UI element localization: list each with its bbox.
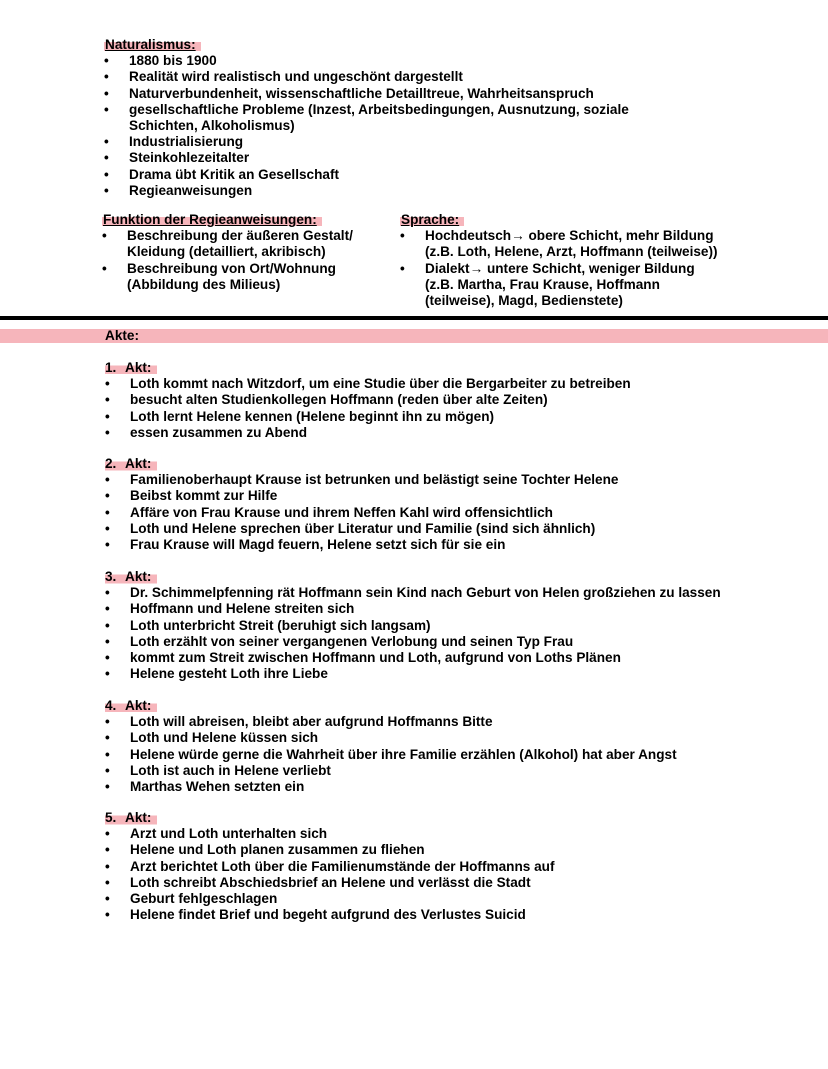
- act-label: Akt:: [125, 569, 152, 584]
- regieanweisungen-heading: Funktion der Regieanweisungen:: [102, 212, 322, 227]
- naturalismus-list: [104, 53, 704, 199]
- list-item: • Familienoberhaupt Krause ist betrunken und belästigt seine Tochter Helene: [105, 472, 765, 488]
- act-number: 3.: [105, 569, 117, 584]
- list-item: • Beschreibung der äußeren Gestalt/ Kleidung (detailliert, akribisch): [102, 228, 367, 260]
- act-number: 1.: [105, 360, 117, 375]
- regieanweisungen-section: [102, 212, 382, 293]
- list-item: • Beschreibung von Ort/Wohnung (Abbildung des Milieus): [102, 261, 357, 293]
- list-item: • Helene gesteht Loth ihre Liebe: [105, 666, 805, 682]
- act-1: [105, 360, 765, 441]
- list-item: • Industrialisierung: [104, 134, 704, 150]
- act-number: 4.: [105, 698, 117, 713]
- list-item: • Helene findet Brief und begeht aufgrund des Verlustes Suicid: [105, 907, 805, 923]
- list-item: • Regieanweisungen: [104, 183, 704, 199]
- list-item: • essen zusammen zu Abend: [105, 425, 765, 441]
- list-item: • Loth erzählt von seiner vergangenen Verlobung und seinen Typ Frau: [105, 634, 805, 650]
- regieanweisungen-list: [102, 228, 382, 293]
- list-item: • 1880 bis 1900: [104, 53, 704, 69]
- list-item: • Loth ist auch in Helene verliebt: [105, 763, 805, 779]
- list-item: • Arzt und Loth unterhalten sich: [105, 826, 805, 842]
- list-item: • Helene und Loth planen zusammen zu fliehen: [105, 842, 805, 858]
- list-item: • besucht alten Studienkollegen Hoffmann (reden über alte Zeiten): [105, 392, 765, 408]
- list-item: • gesellschaftliche Probleme (Inzest, Arbeitsbedingungen, Ausnutzung, soziale Schichten, Alkoholismus): [104, 102, 629, 134]
- section-divider: [0, 316, 828, 320]
- list-item: • Geburt fehlgeschlagen: [105, 891, 805, 907]
- act-number: 2.: [105, 456, 117, 471]
- list-item: • Helene würde gerne die Wahrheit über ihre Familie erzählen (Alkohol) hat aber Angst: [105, 747, 805, 763]
- act-2-list: [105, 472, 765, 553]
- act-4-list: [105, 714, 805, 795]
- list-item: • Loth und Helene küssen sich: [105, 730, 805, 746]
- list-item: • Drama übt Kritik an Gesellschaft: [104, 167, 704, 183]
- list-item: • Realität wird realistisch und ungeschönt dargestellt: [104, 69, 704, 85]
- act-label: Akt:: [125, 698, 152, 713]
- list-item: • Dialekt→ untere Schicht, weniger Bildung (z.B. Martha, Frau Krause, Hoffmann (teilweise), Magd, Bedienstete): [400, 261, 715, 310]
- list-item: • Marthas Wehen setzten ein: [105, 779, 805, 795]
- act-5-list: [105, 826, 805, 923]
- act-label: Akt:: [125, 360, 152, 375]
- sprache-section: [400, 212, 760, 309]
- list-item: • Loth unterbricht Streit (beruhigt sich langsam): [105, 618, 805, 634]
- list-item: • Hochdeutsch→ obere Schicht, mehr Bildung (z.B. Loth, Helene, Arzt, Hoffmann (teilweise)): [400, 228, 740, 260]
- list-item: • Loth kommt nach Witzdorf, um eine Studie über die Bergarbeiter zu betreiben: [105, 376, 765, 392]
- list-item: • Loth und Helene sprechen über Literatur und Familie (sind sich ähnlich): [105, 521, 765, 537]
- naturalismus-section: [104, 37, 704, 199]
- naturalismus-heading: Naturalismus:: [104, 37, 201, 52]
- list-item: • Loth will abreisen, bleibt aber aufgrund Hoffmanns Bitte: [105, 714, 805, 730]
- sprache-heading: Sprache:: [400, 212, 464, 227]
- act-4: [105, 698, 805, 795]
- list-item: • Naturverbundenheit, wissenschaftliche Detailltreue, Wahrheitsanspruch: [104, 86, 704, 102]
- list-item: • Arzt berichtet Loth über die Familienumstände der Hoffmanns auf: [105, 859, 805, 875]
- list-item: • Frau Krause will Magd feuern, Helene setzt sich für sie ein: [105, 537, 765, 553]
- act-3-list: [105, 585, 805, 682]
- act-2: [105, 456, 765, 553]
- act-number: 5.: [105, 810, 117, 825]
- akte-title: Akte:: [105, 328, 139, 343]
- sprache-list: [400, 228, 760, 309]
- list-item: • Affäre von Frau Krause und ihrem Neffen Kahl wird offensichtlich: [105, 505, 765, 521]
- list-item: • Dr. Schimmelpfenning rät Hoffmann sein Kind nach Geburt von Helen großziehen zu lassen: [105, 585, 805, 601]
- list-item: • kommt zum Streit zwischen Hoffmann und Loth, aufgrund von Loths Plänen: [105, 650, 805, 666]
- list-item: • Steinkohlezeitalter: [104, 150, 704, 166]
- act-3: [105, 569, 805, 682]
- list-item: • Loth lernt Helene kennen (Helene beginnt ihn zu mögen): [105, 409, 765, 425]
- list-item: • Beibst kommt zur Hilfe: [105, 488, 765, 504]
- act-1-list: [105, 376, 765, 441]
- list-item: • Hoffmann und Helene streiten sich: [105, 601, 805, 617]
- act-5: [105, 810, 805, 923]
- act-label: Akt:: [125, 810, 152, 825]
- list-item: • Loth schreibt Abschiedsbrief an Helene und verlässt die Stadt: [105, 875, 805, 891]
- act-label: Akt:: [125, 456, 152, 471]
